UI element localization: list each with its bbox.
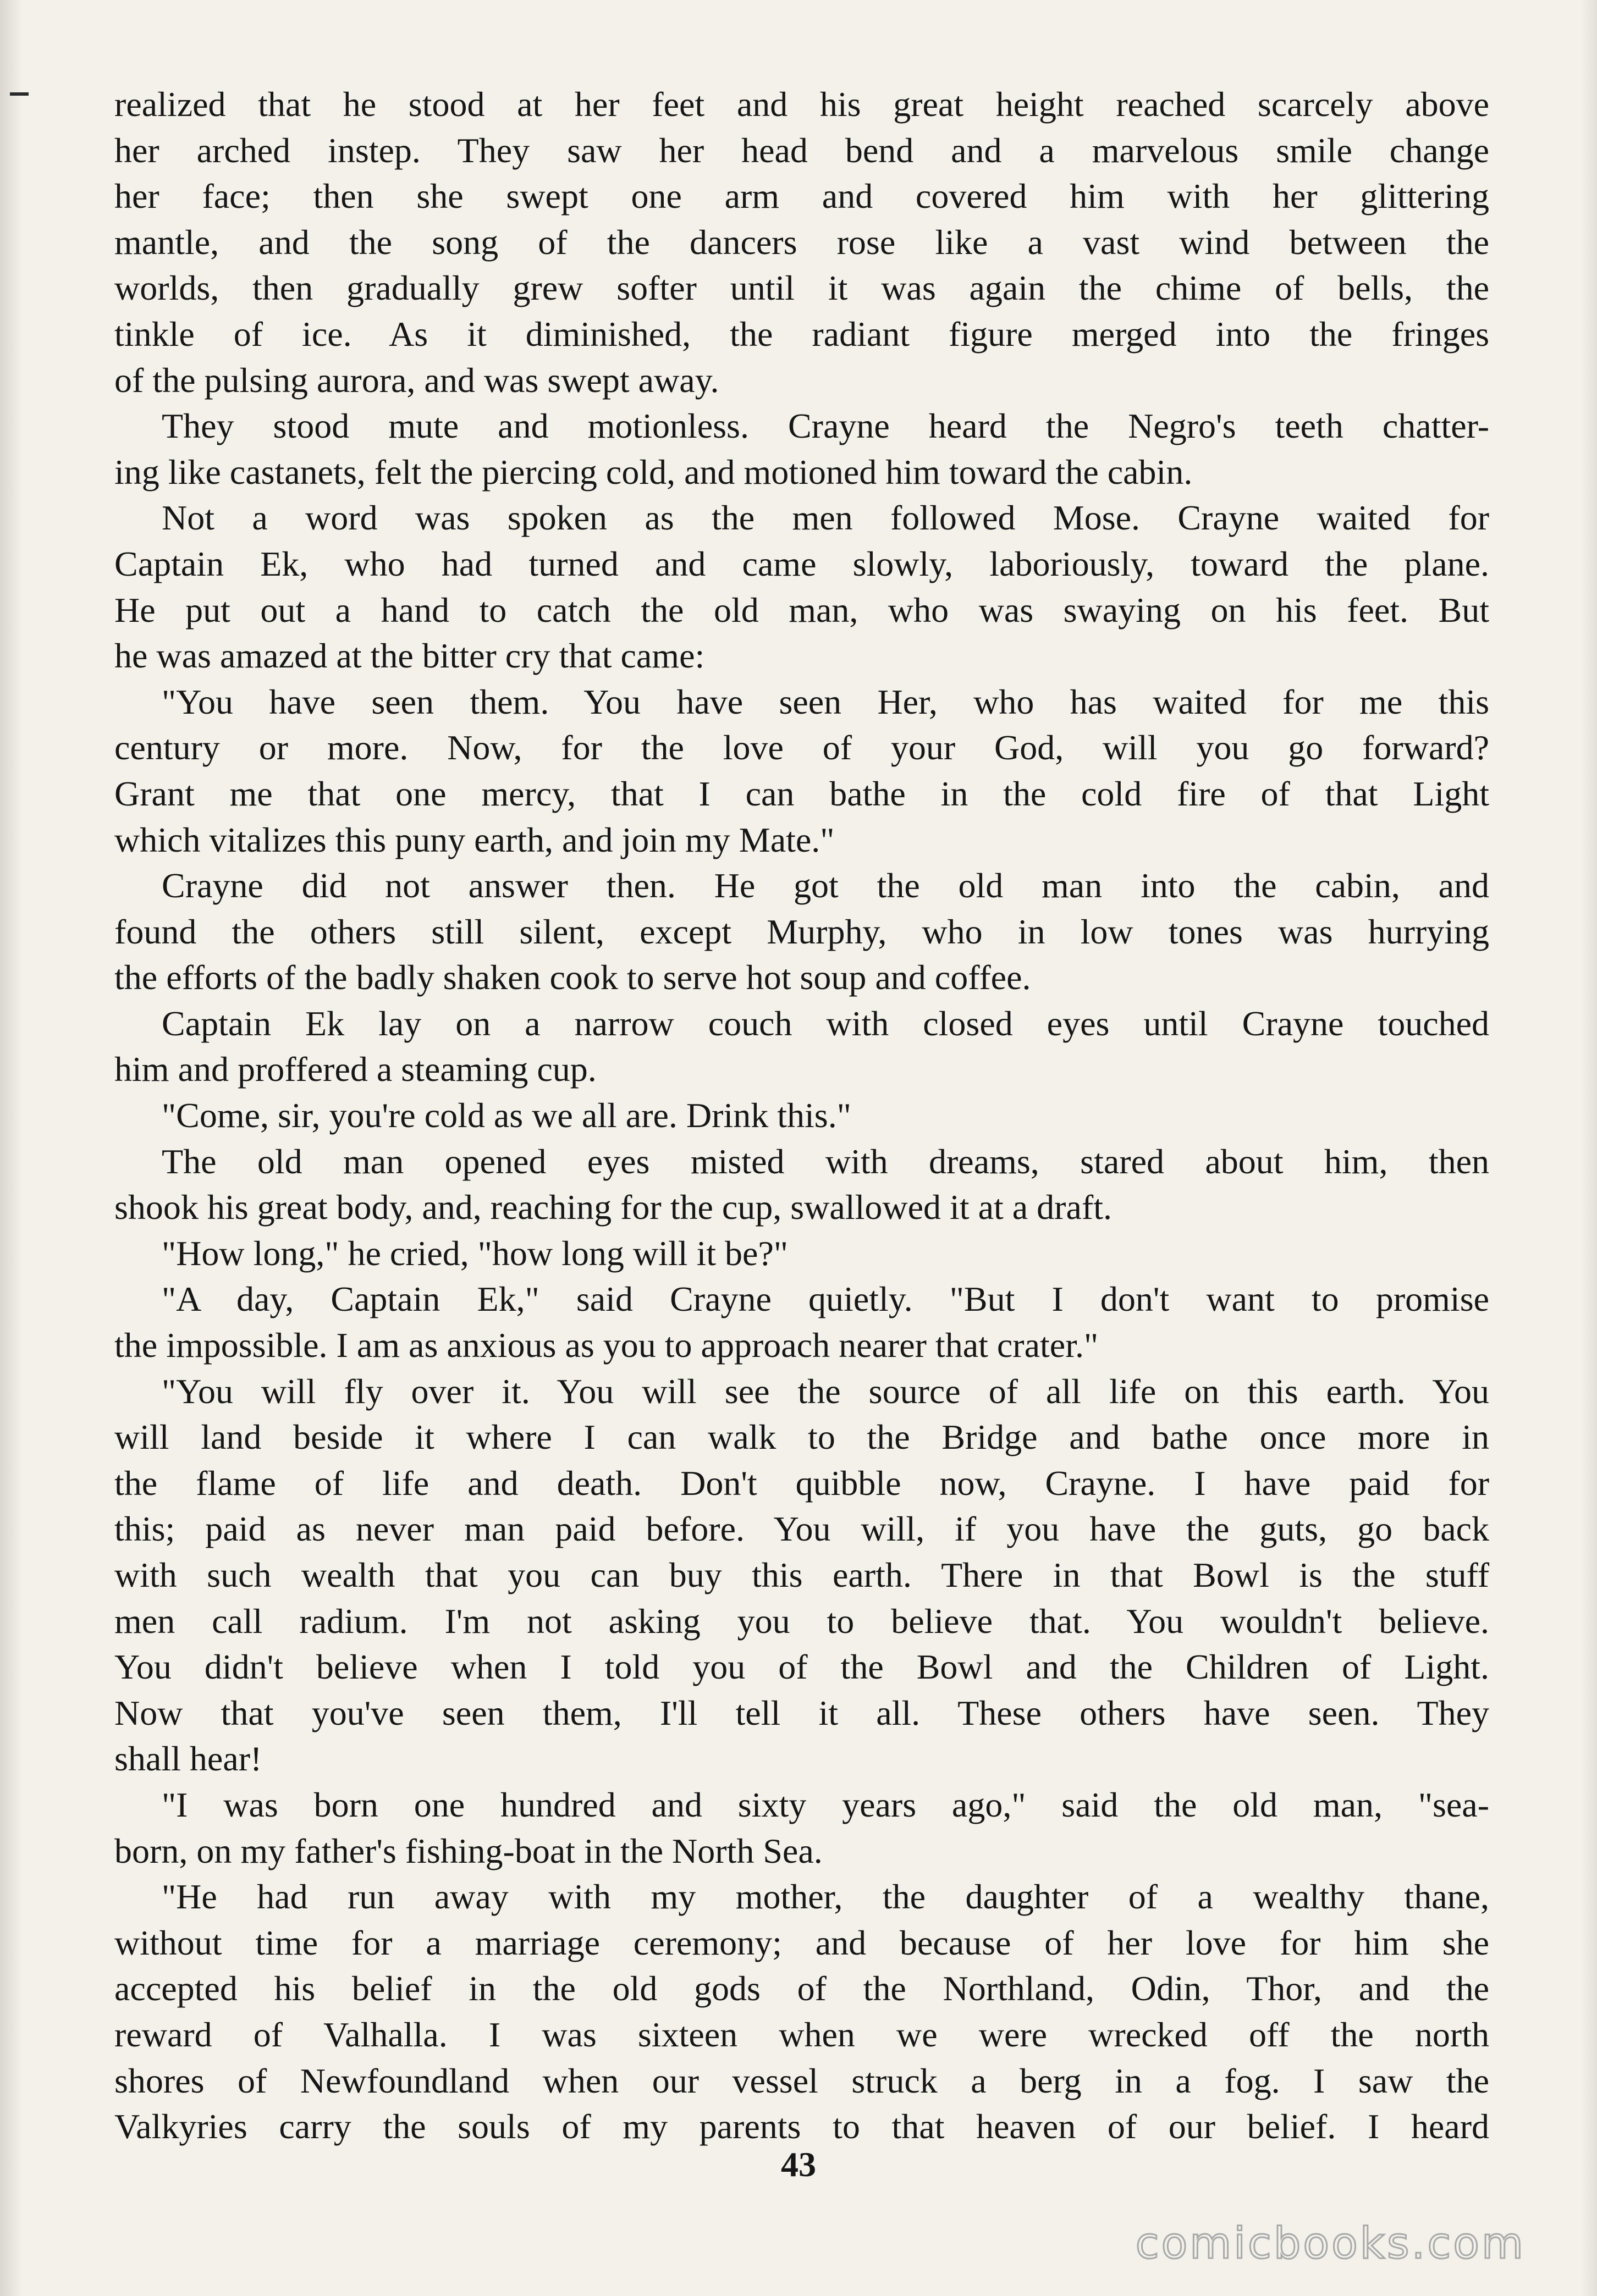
text-line: Grant me that one mercy, that I can bathe in the cold fire of that Light (114, 774, 1489, 813)
text-line: this; paid as never man paid before. You will, if you have the guts, go back (114, 1509, 1489, 1549)
text-line: shall hear! (114, 1739, 262, 1779)
text-line: "You have seen them. You have seen Her, who has waited for me this (162, 682, 1489, 721)
text-line: men call radium. I'm not asking you to believe that. You wouldn't believe. (114, 1601, 1489, 1641)
text-line: Crayne did not answer then. He got the old man into the cabin, and (162, 866, 1489, 906)
text-line: century or more. Now, for the love of your God, will you go forward? (114, 728, 1489, 768)
text-line: Captain Ek, who had turned and came slowly, laboriously, toward the plane. (114, 544, 1489, 583)
text-line: "I was born one hundred and sixty years ago," said the old man, "sea- (162, 1785, 1489, 1824)
text-line: mantle, and the song of the dancers rose like a vast wind between the (114, 222, 1489, 262)
page-number: 43 (781, 2145, 816, 2184)
text-line: shook his great body, and, reaching for the cup, swallowed it at a draft. (114, 1188, 1112, 1227)
text-line: which vitalizes this puny earth, and join my Mate." (114, 820, 835, 859)
page-edge-shadow-right (1581, 0, 1597, 2296)
text-line: born, on my father's fishing-boat in the North Sea. (114, 1831, 823, 1870)
text-line: "A day, Captain Ek," said Crayne quietly. "But I don't want to promise (162, 1279, 1489, 1319)
text-line: the efforts of the badly shaken cook to serve hot soup and coffee. (114, 958, 1031, 997)
text-line: Valkyries carry the souls of my parents to that heaven of our belief. I heard (114, 2107, 1489, 2146)
text-line: He put out a hand to catch the old man, who was swaying on his feet. But (114, 590, 1489, 630)
text-line: Now that you've seen them, I'll tell it all. These others have seen. They (114, 1693, 1489, 1732)
text-line: The old man opened eyes misted with dreams, stared about him, then (162, 1141, 1489, 1181)
text-line: Not a word was spoken as the men followed Mose. Crayne waited for (162, 498, 1489, 538)
text-line: shores of Newfoundland when our vessel struck a berg in a fog. I saw the (114, 2061, 1489, 2100)
text-line: with such wealth that you can buy this earth. There in that Bowl is the stuff (114, 1555, 1489, 1594)
watermark-logo: comicbooks.com (1135, 2219, 1526, 2269)
text-line: "You will fly over it. You will see the source of all life on this earth. You (162, 1371, 1489, 1411)
margin-mark (10, 92, 29, 96)
text-line: They stood mute and motionless. Crayne heard the Negro's teeth chatter- (162, 406, 1489, 446)
text-line: ing like castanets, felt the piercing cold, and motioned him toward the cabin. (114, 452, 1193, 492)
body-text (114, 81, 1489, 2150)
text-line: the impossible. I am as anxious as you to approach nearer that crater." (114, 1326, 1099, 1365)
text-line: tinkle of ice. As it diminished, the radiant figure merged into the fringes (114, 314, 1489, 354)
text-line: without time for a marriage ceremony; and because of her love for him she (114, 1923, 1489, 1962)
text-line: her face; then she swept one arm and covered him with her glittering (114, 176, 1489, 216)
text-line: reward of Valhalla. I was sixteen when we were wrecked off the north (114, 2014, 1489, 2054)
text-line: You didn't believe when I told you of the Bowl and the Children of Light. (114, 1647, 1489, 1687)
text-line: "Come, sir, you're cold as we all are. Drink this." (162, 1096, 851, 1135)
page-edge-shadow (0, 0, 22, 2296)
text-line: worlds, then gradually grew softer until it was again the chime of bells, the (114, 268, 1489, 308)
text-line: him and proffered a steaming cup. (114, 1050, 597, 1089)
text-line: Captain Ek lay on a narrow couch with closed eyes until Crayne touched (162, 1003, 1489, 1043)
text-line: "He had run away with my mother, the daughter of a wealthy thane, (162, 1877, 1489, 1917)
text-line: her arched instep. They saw her head bend and a marvelous smile change (114, 130, 1489, 170)
text-line: realized that he stood at her feet and his great height reached scarcely above (114, 85, 1489, 124)
text-line: of the pulsing aurora, and was swept away. (114, 360, 719, 400)
text-line: found the others still silent, except Murphy, who in low tones was hurrying (114, 912, 1489, 951)
text-line: he was amazed at the bitter cry that came: (114, 636, 705, 676)
text-line: will land beside it where I can walk to the Bridge and bathe once more in (114, 1417, 1489, 1457)
text-line: "How long," he cried, "how long will it be?" (162, 1233, 788, 1273)
text-line: accepted his belief in the old gods of the Northland, Odin, Thor, and the (114, 1969, 1489, 2008)
text-line: the flame of life and death. Don't quibble now, Crayne. I have paid for (114, 1463, 1489, 1503)
